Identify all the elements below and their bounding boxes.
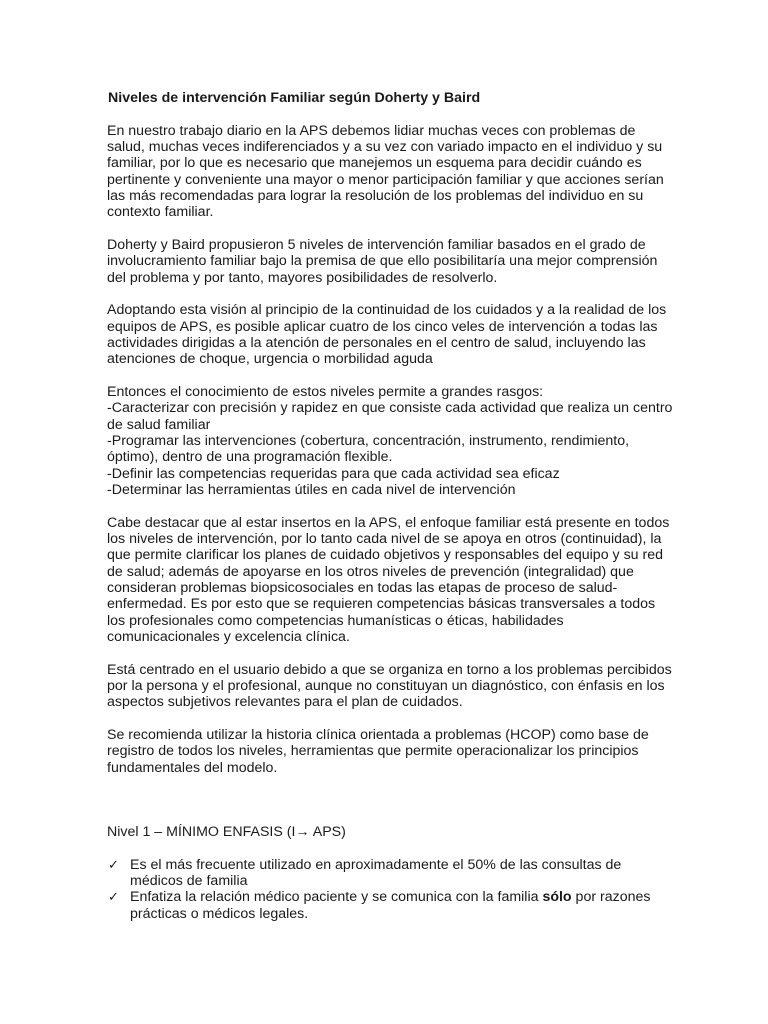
- paragraph-cabe-destacar: [107, 514, 670, 645]
- paragraph-hcop: [107, 727, 667, 776]
- text-line: de salud familiar: [107, 416, 211, 433]
- document-page: [107, 90, 673, 922]
- emphasis-text: sólo: [542, 889, 572, 906]
- text-line: los niveles de intervención, por lo tanto cada nivel de se apoya en otros (continuidad), la: [107, 531, 662, 548]
- text-line: enfermedad. Es por esto que se requieren competencias básicas transversales a todos: [107, 596, 656, 613]
- level-bullet-list: [107, 857, 667, 922]
- list-item: [107, 889, 667, 922]
- text-line: los profesionales como competencias humanísticas o éticas, habilidades: [107, 612, 564, 629]
- text-line: -Definir las competencias requeridas para que cada actividad sea eficaz: [107, 465, 560, 482]
- check-icon: ✓: [108, 856, 119, 872]
- text-line: Adoptando esta visión al principio de la continuidad de los cuidados y a la realidad de los: [107, 302, 667, 319]
- text-line: familiar, por lo que es necesario que manejemos un esquema para decidir cuándo es: [107, 155, 642, 172]
- text-line: -Caracterizar con precisión y rapidez en que consiste cada actividad que realiza un centro: [107, 400, 673, 417]
- text-line: Entonces el conocimiento de estos niveles permite a grandes rasgos:: [107, 384, 544, 401]
- paragraph-doherty-baird: [107, 237, 667, 286]
- paragraph-centrado-usuario: [107, 661, 672, 711]
- text-line: -Programar las intervenciones (cobertura, concentración, instrumento, rendimiento,: [107, 433, 630, 450]
- text-line: prácticas o médicos legales.: [130, 905, 309, 922]
- level-heading: Nivel 1 – MÍNIMO ENFASIS (I→ APS): [107, 823, 346, 840]
- text-line: -Determinar las herramientas útiles en cada nivel de intervención: [107, 481, 516, 498]
- check-icon: ✓: [108, 889, 119, 905]
- text-line: comunicacionales y excelencia clínica.: [107, 628, 350, 645]
- text-segment: por razones: [571, 889, 651, 906]
- text-line: consideran problemas biopsicosociales en todas las etapas de proceso de salud-: [107, 579, 618, 596]
- text-line: registro de todos los niveles, herramientas que permite operacionalizar los principios: [107, 743, 639, 760]
- text-line: contexto familiar.: [107, 204, 214, 221]
- text-line: las más recomendadas para lograr la resolución de los problemas del individuo en su: [107, 187, 644, 204]
- text-line: Cabe destacar que al estar insertos en la APS, el enfoque familiar está presente en todos: [107, 514, 670, 531]
- text-line: [130, 889, 667, 905]
- text-line: médicos de familia: [130, 872, 248, 889]
- text-line: Es el más frecuente utilizado en aproximadamente el 50% de las consultas de: [130, 856, 622, 873]
- text-line: En nuestro trabajo diario en la APS debemos lidiar muchas veces con problemas de: [107, 122, 636, 139]
- text-line: involucramiento familiar bajo la premisa de que ello posibilitaría una mejor comprensión: [107, 253, 658, 270]
- text-line: de salud; además de apoyarse en los otros niveles de prevención (integralidad) que: [107, 563, 634, 580]
- text-line: actividades dirigidas a la atención de personales en el centro de salud, incluyendo las: [107, 335, 646, 352]
- text-line: equipos de APS, es posible aplicar cuatro de los cinco veles de intervención a todas las: [107, 318, 658, 335]
- text-line: Está centrado en el usuario debido a que se organiza en torno a los problemas percibidos: [107, 661, 672, 678]
- text-segment: Enfatiza la relación médico paciente y se comunica con la familia: [130, 889, 543, 906]
- list-item: [107, 857, 667, 890]
- document-title: Niveles de intervención Familiar según Doherty y Baird: [108, 90, 481, 106]
- paragraph-intro: [107, 123, 667, 221]
- text-line: Doherty y Baird propusieron 5 niveles de intervención familiar basados en el grado de: [107, 237, 646, 254]
- text-line: óptimo), dentro de una programación flexible.: [107, 449, 393, 466]
- text-line: del problema y por tanto, mayores posibilidades de resolverlo.: [107, 269, 498, 286]
- text-line: atenciones de choque, urgencia o morbilidad aguda: [107, 351, 433, 368]
- paragraph-conocimiento: [107, 384, 673, 498]
- text-line: por la persona y el profesional, aunque no constituyan un diagnóstico, con énfasis en los: [107, 677, 665, 694]
- paragraph-adoptando: [107, 302, 667, 367]
- text-line: que permite clarificar los planes de cuidado objetivos y responsables del equipo y su red: [107, 547, 664, 564]
- text-line: salud, muchas veces indiferenciados y a su vez con variado impacto en el individuo y su: [107, 139, 663, 156]
- text-line: aspectos subjetivos relevantes para el plan de cuidados.: [107, 694, 463, 711]
- text-line: Se recomienda utilizar la historia clínica orientada a problemas (HCOP) como base de: [107, 727, 649, 743]
- text-line: pertinente y conveniente una mayor o menor participación familiar y que acciones serían: [107, 171, 664, 188]
- text-line: fundamentales del modelo.: [107, 759, 278, 776]
